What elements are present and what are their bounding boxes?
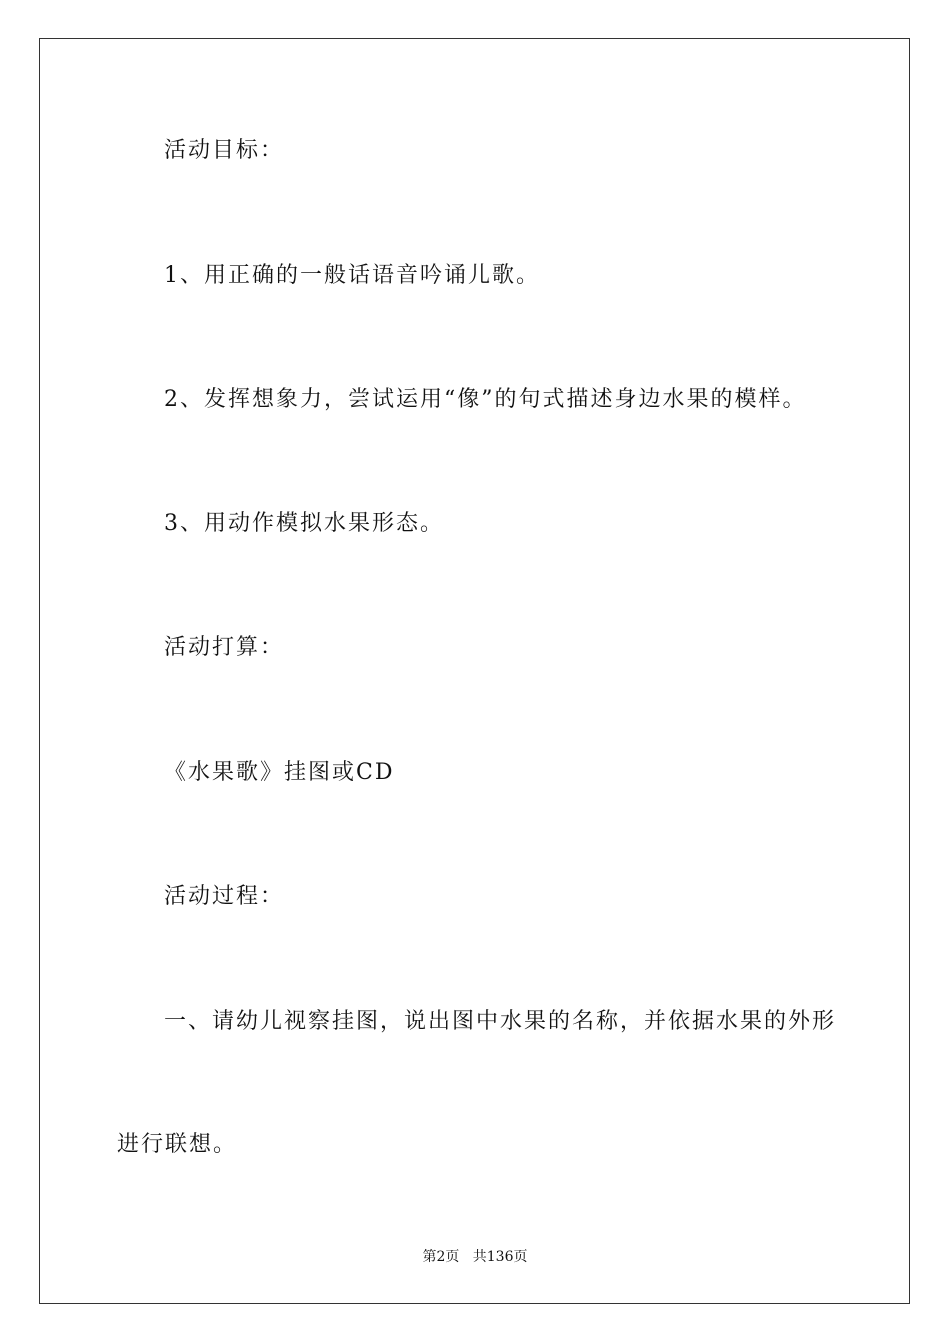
process-step-1: 一、请幼儿视察挂图，说出图中水果的名称，并依据水果的外形 xyxy=(164,1009,837,1034)
heading-activity-preparation: 活动打算： xyxy=(164,635,285,660)
page-border xyxy=(39,38,910,1304)
process-step-1-continued: 进行联想。 xyxy=(117,1132,238,1157)
page-number-footer: 第2页 共136页 xyxy=(422,1249,528,1265)
heading-activity-process: 活动过程： xyxy=(164,884,285,909)
goal-item-3: 3、用动作模拟水果形态。 xyxy=(164,511,444,536)
goal-item-2: 2、发挥想象力，尝试运用“像”的句式描述身边水果的模样。 xyxy=(164,387,807,412)
preparation-materials: 《水果歌》挂图或CD xyxy=(164,760,395,785)
goal-item-1: 1、用正确的一般话语音吟诵儿歌。 xyxy=(164,263,540,288)
heading-activity-goals: 活动目标： xyxy=(164,138,285,163)
